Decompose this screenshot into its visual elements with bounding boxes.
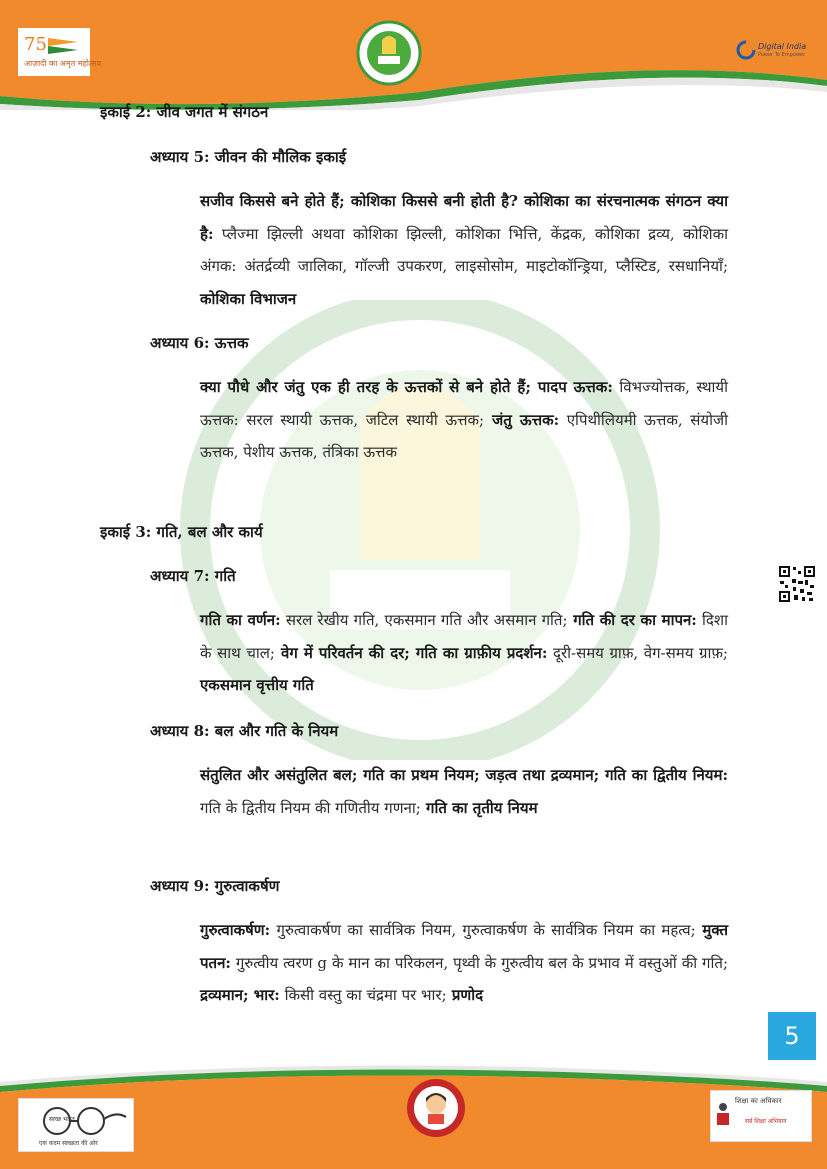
ch7-bold-2: गति की दर का मापन: bbox=[567, 611, 697, 629]
board-emblem bbox=[356, 20, 422, 86]
chapter-5-body bbox=[200, 185, 728, 315]
ch5-bold-2: कोशिका विभाजन bbox=[200, 289, 297, 308]
chapter-9-title: अध्याय 9: गुरुत्वाकर्षण bbox=[150, 877, 280, 895]
ch8-bold-2: गति का तृतीय नियम bbox=[420, 798, 538, 817]
qr-code-icon bbox=[778, 565, 816, 603]
chapter-8-title: अध्याय 8: बल और गति के नियम bbox=[150, 722, 339, 740]
ch9-text-1: गुरुत्वाकर्षण का सार्वत्रिक नियम, गुरुत्वाकर्षण के सार्वत्रिक नियम का महत्व; bbox=[270, 921, 696, 939]
rte-label: शिक्षा का अधिकार bbox=[735, 1097, 782, 1105]
ch5-text-1: प्लैज्मा झिल्ली अथवा कोशिका झिल्ली, कोशिका भित्ति, केंद्रक, कोशिका द्रव्य, कोशिका अंगक: अंतर्द्रव्यी जालिका, गॉल्जी उपकरण, लाइसोसोम, माइटोकॉन्ड्रिया, प्लैस्टिड, रसधानियाँ; bbox=[200, 224, 728, 275]
ch7-bold-3: वेग में परिवर्तन की दर; गति का ग्राफ़ीय प्रदर्शन: bbox=[274, 643, 548, 662]
svg-text:75: 75 bbox=[24, 34, 47, 55]
unit-3-title: इकाई 3: गति, बल और कार्य bbox=[100, 523, 263, 541]
ch7-text-3: दूरी-समय ग्राफ़, वेग-समय ग्राफ़; bbox=[547, 643, 728, 662]
rte-sub: सर्व शिक्षा अभियान bbox=[745, 1118, 787, 1125]
swachh-sub: एक कदम स्वच्छता की ओर bbox=[39, 1140, 98, 1147]
azadi-logo-label: आज़ादी का अमृत महोत्सव bbox=[24, 59, 102, 68]
chapter-9-body bbox=[200, 914, 728, 1012]
page-number: 5 bbox=[768, 1012, 816, 1060]
ch7-bold-1: गति का वर्णन: bbox=[200, 611, 281, 629]
chapter-7-title: अध्याय 7: गति bbox=[150, 567, 236, 585]
chapter-8-body bbox=[200, 759, 728, 824]
ch8-text-1: गति के द्वितीय नियम की गणितीय गणना; bbox=[200, 798, 421, 817]
chapter-6-body bbox=[200, 371, 728, 469]
ch9-text-2: गुरुत्वीय त्वरण g के मान का परिकलन, पृथ्वी के गुरुत्वीय बल के प्रभाव में वस्तुओं की गति; bbox=[230, 953, 728, 972]
ch9-bold-1: गुरुत्वाकर्षण: bbox=[200, 921, 271, 939]
ch6-bold-1: क्या पौधे और जंतु एक ही तरह के ऊत्तकों से बने होते हैं; पादप ऊत्तक: bbox=[200, 378, 613, 396]
ch9-bold-2: मुक्त पतन: bbox=[200, 921, 728, 972]
ch7-bold-4: एकसमान वृत्तीय गति bbox=[200, 676, 314, 694]
ch9-text-3: किसी वस्तु का चंद्रमा पर भार; bbox=[279, 986, 447, 1004]
beti-bachao-emblem bbox=[406, 1078, 466, 1138]
azadi-logo bbox=[18, 28, 102, 76]
swachh-bharat-logo bbox=[18, 1098, 134, 1152]
chapter-5-title: अध्याय 5: जीवन की मौलिक इकाई bbox=[150, 148, 347, 166]
ch8-bold-1: संतुलित और असंतुलित बल; गति का प्रथम नियम; जड़त्व तथा द्रव्यमान; गति का द्वितीय नियम: bbox=[200, 766, 728, 784]
ch6-bold-2: जंतु ऊत्तक: bbox=[484, 410, 560, 429]
digital-india-sub: Power To Empower bbox=[758, 52, 806, 58]
digital-india-logo bbox=[736, 38, 816, 68]
ch6-text-2: एपिथीलियमी ऊत्तक, संयोजी ऊत्तक, पेशीय ऊत्तक, तंत्रिका ऊत्तक bbox=[200, 410, 728, 461]
ch7-text-2: दिशा के साथ चाल; bbox=[200, 611, 728, 662]
ch6-text-1: विभज्योत्तक, स्थायी ऊत्तक: सरल स्थायी ऊत्तक, जटिल स्थायी ऊत्तक; bbox=[200, 378, 728, 429]
chapter-6-title: अध्याय 6: ऊत्तक bbox=[150, 334, 249, 352]
digital-india-label: Digital India bbox=[758, 42, 807, 51]
rte-logo bbox=[710, 1090, 812, 1142]
unit-2-title: इकाई 2: जीव जगत में संगठन bbox=[100, 103, 269, 121]
swachh-label: स्वच्छ भारत bbox=[49, 1116, 75, 1123]
ch9-bold-4: प्रणोद bbox=[446, 986, 484, 1004]
chapter-7-body bbox=[200, 604, 728, 702]
ch5-bold-1: सजीव किससे बने होते हैं; कोशिका किससे बनी होती है? कोशिका का संरचनात्मक संगठन क्या है: bbox=[200, 192, 728, 243]
ch7-text-1: सरल रेखीय गति, एकसमान गति और असमान गति; bbox=[280, 611, 568, 629]
ch9-bold-3: द्रव्यमान; भार: bbox=[200, 986, 280, 1004]
